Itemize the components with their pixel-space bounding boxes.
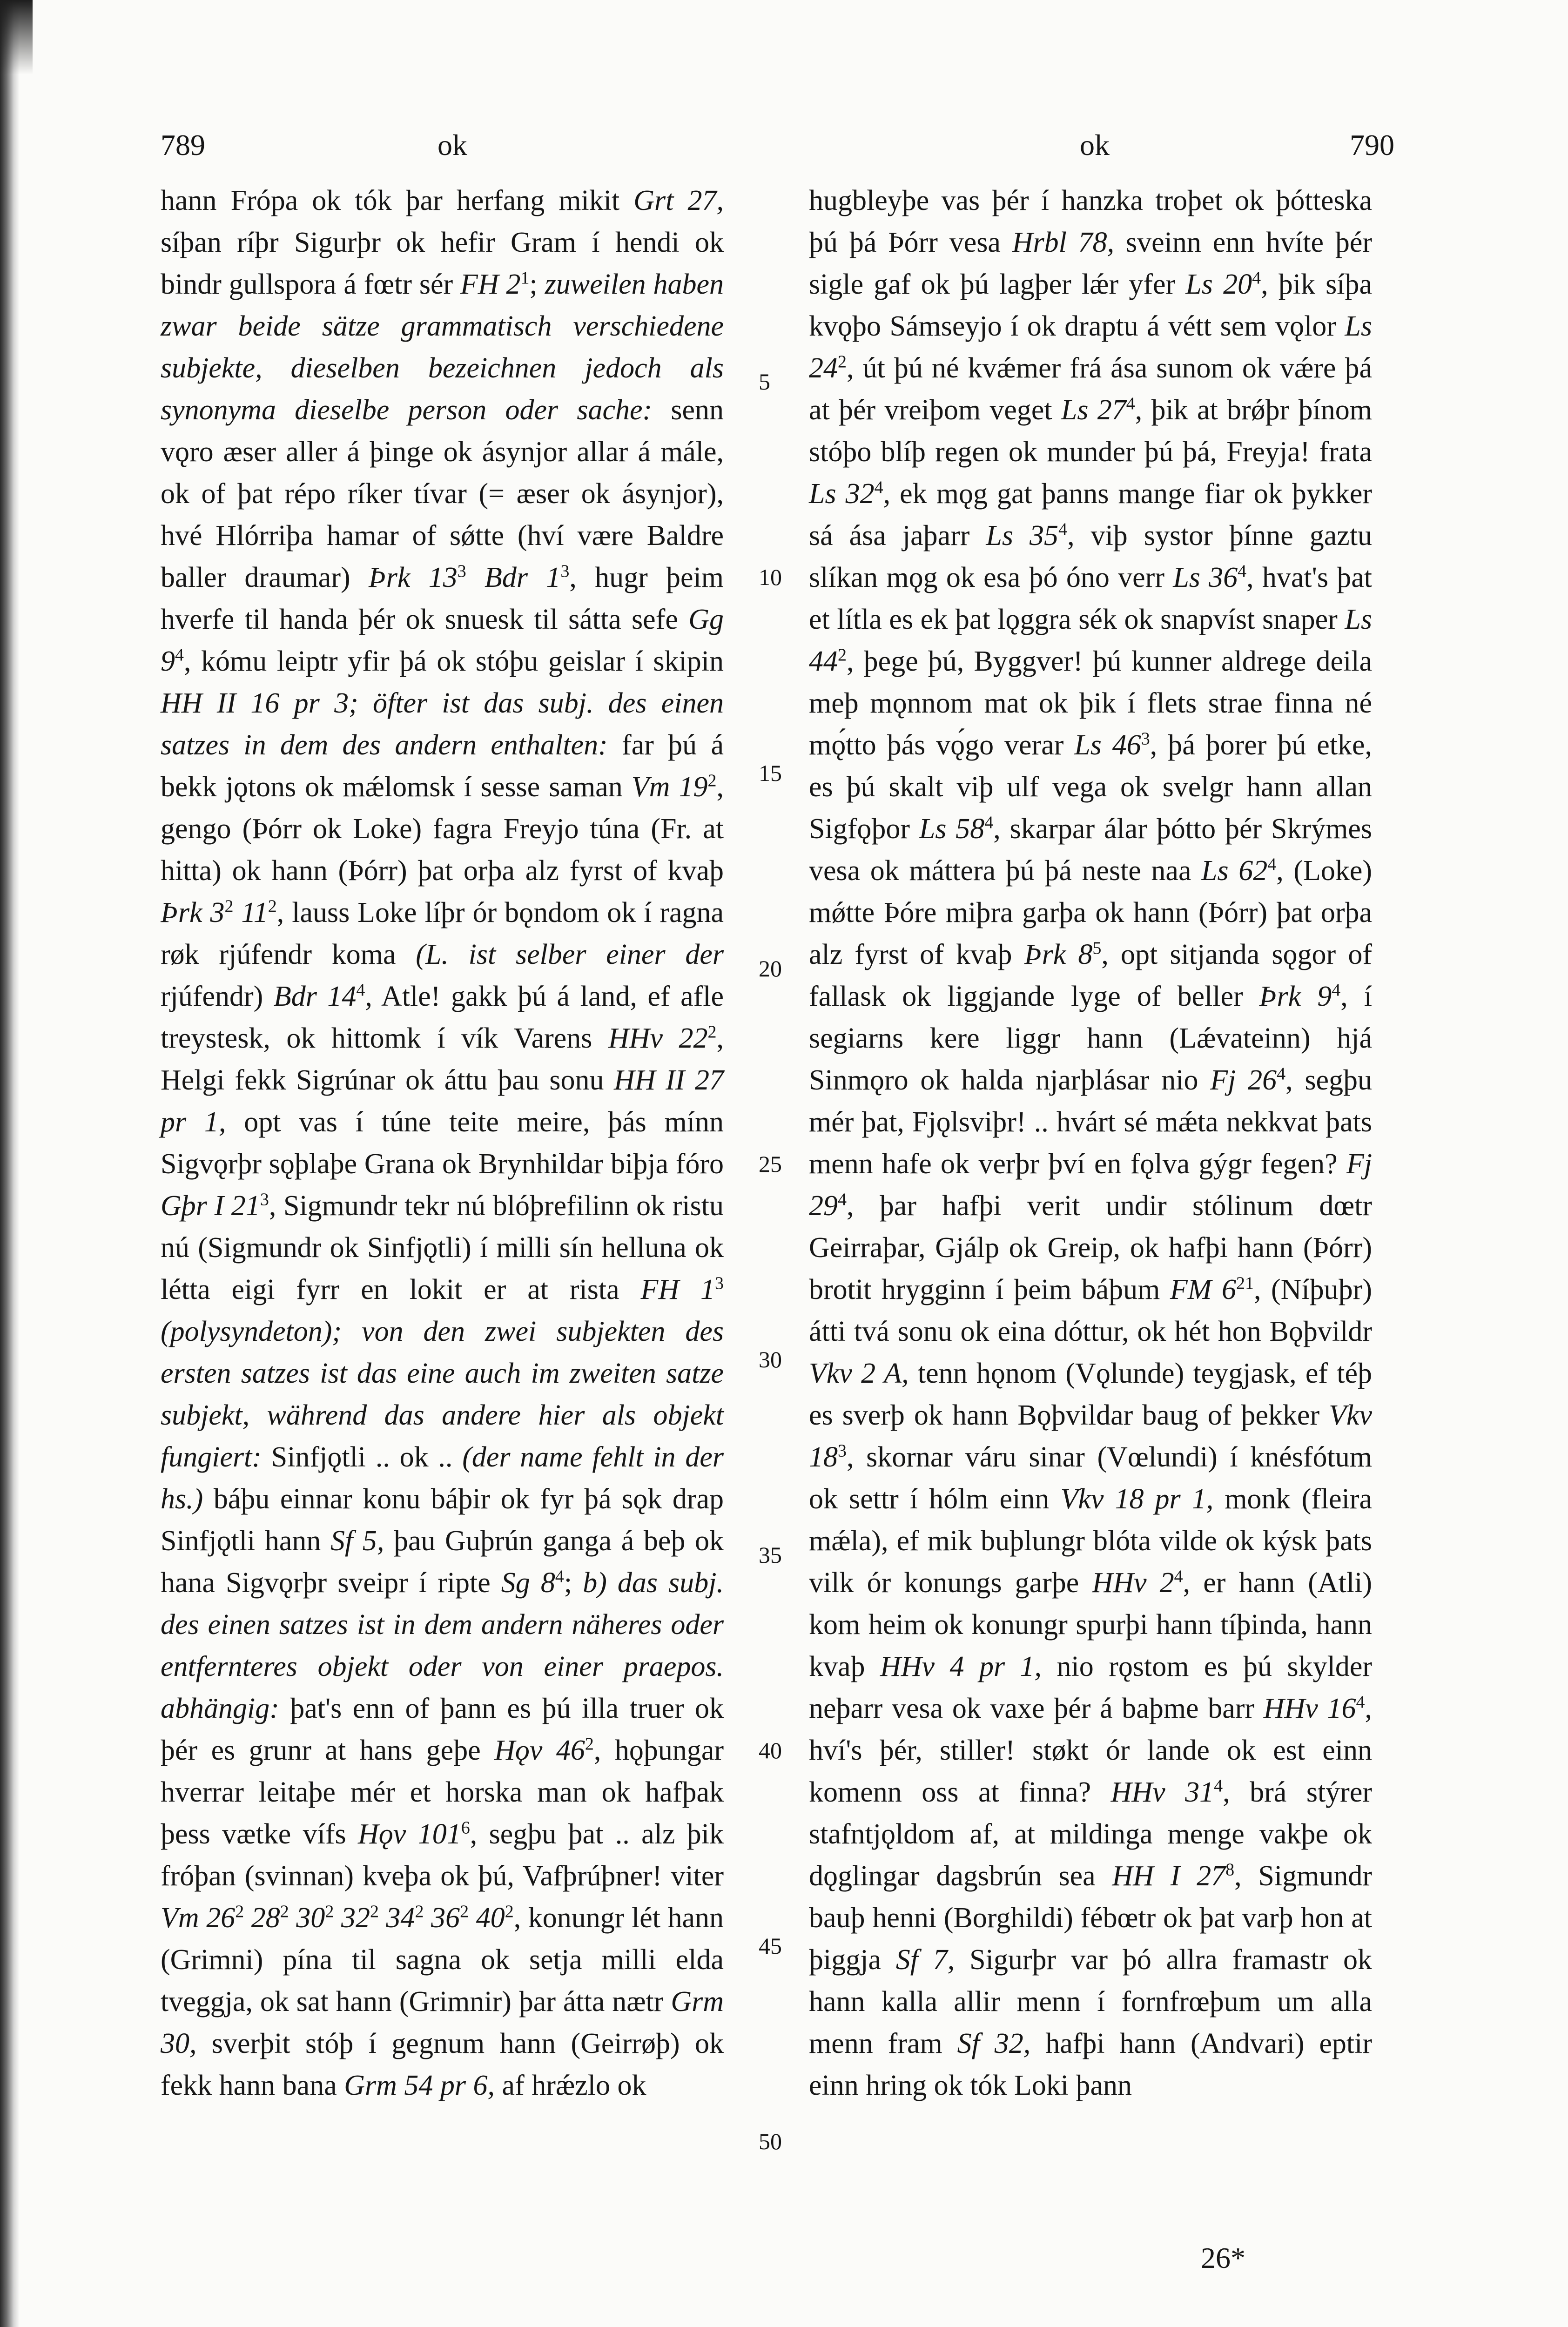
text-run: , þik síþa kvǫþo Sámseyjo í ok draptu á vétt sem vǫlor: [809, 269, 1372, 342]
text-run: [244, 1902, 251, 1934]
text-run: , konungr lét hann (Grimni) pína til sagna ok setja milli elda tveggja, ok sat hann (Grimnir) þar átta nætr: [161, 1902, 724, 2018]
superscript-number: 4: [175, 645, 184, 665]
superscript-number: 2: [707, 771, 717, 791]
italic-text-run: HH II 16 pr 3; öfter ist das subj. des einen satzes in dem des andern enthalten:: [161, 687, 724, 761]
italic-text-run: HH I 27: [1112, 1860, 1226, 1892]
italic-text-run: Bdr 1: [485, 562, 561, 593]
text-run: Sigurþr var þó allra framastr ok hann kalla allir menn í fornfrœþum um alla menn fram: [809, 1944, 1372, 2059]
superscript-number: 2: [415, 1902, 424, 1922]
superscript-number: 1: [520, 268, 530, 288]
text-run: , þá þorer þú etke, es þú skalt viþ ulf vega ok svelgr hann allan Sigfǫþor: [809, 729, 1373, 845]
text-run: , þik at brǿþr þínom stóþo blíþ regen ok munder þú þá, Freyja! frata: [809, 394, 1372, 468]
text-run: [289, 1902, 296, 1934]
italic-text-run: HHv 2: [1092, 1567, 1174, 1599]
italic-text-run: Ls 32: [809, 478, 875, 510]
text-run: far þú á bekk jǫtons ok mǽlomsk í sesse saman: [161, 729, 724, 803]
text-run: , viþ systor þínne gaztu slíkan mǫg ok esa þó óno verr: [809, 520, 1372, 593]
text-run: [334, 1902, 341, 1934]
italic-text-run: Ls 27: [1061, 394, 1126, 426]
text-run: [379, 1902, 386, 1934]
italic-text-run: Ls 35: [986, 520, 1059, 551]
italic-text-run: HH II 27 pr 1,: [161, 1064, 724, 1138]
italic-text-run: Fj 26: [1210, 1064, 1277, 1096]
text-run: sveinn enn hvíte þér sigle gaf ok þú lagþer lǽr yfer: [809, 227, 1372, 300]
line-number: 25: [759, 1151, 782, 1177]
italic-text-run: Ls 46: [1074, 729, 1141, 761]
superscript-number: 4: [1277, 1064, 1286, 1084]
italic-text-run: Sg 8: [501, 1567, 555, 1599]
text-run: , gengo (Þórr ok Loke) fagra Freyjo túna (Fr. at hitta) ok hann (Þórr) þat orþa alz fyrst of kvaþ: [161, 771, 724, 887]
line-number: 20: [759, 955, 782, 982]
superscript-number: 4: [1356, 1692, 1365, 1712]
italic-text-run: Ls 36: [1173, 562, 1238, 593]
italic-text-run: Ls 20: [1185, 269, 1252, 300]
italic-text-run: Þrk 13: [368, 562, 458, 593]
italic-text-run: Fj 29: [809, 1148, 1372, 1222]
text-run: , lauss Loke líþr ór bǫndom ok í ragna røk rjúfendr koma: [161, 897, 724, 970]
text-run: , (Loke) mǿtte Þóre miþra garþa ok hann (Þórr) þat orþa alz fyrst of kvaþ: [809, 855, 1372, 970]
text-run: , kómu leiptr yfir þá ok stóþu geislar í skipin: [184, 646, 724, 677]
text-run: , hugr þeim hverfe til handa þér ok snuesk til sátta sefe: [161, 562, 724, 635]
superscript-number: 2: [268, 896, 277, 916]
superscript-number: 4: [1126, 394, 1135, 414]
line-number: 35: [759, 1542, 782, 1568]
italic-text-run: Gg 9: [161, 604, 724, 677]
text-run: hann Frópa ok tók þar herfang mikit: [161, 185, 634, 216]
italic-text-run: zuweilen haben zwar beide sätze grammatisch verschiedene subjekte, dieselben bezeichnen jedoch als synonyma dieselbe person oder sache:: [161, 269, 724, 426]
italic-text-run: HHv 22: [608, 1022, 708, 1054]
italic-text-run: (L. ist selber einer der: [416, 939, 724, 970]
italic-text-run: Sf 32,: [957, 2028, 1031, 2059]
text-run: ;: [529, 269, 545, 300]
italic-text-run: Grm 30,: [161, 1986, 724, 2059]
italic-text-run: Vm 26: [161, 1902, 236, 1934]
superscript-number: 5: [1092, 938, 1102, 958]
superscript-number: 2: [235, 1902, 244, 1922]
superscript-number: 4: [1174, 1567, 1183, 1587]
superscript-number: 2: [838, 352, 847, 372]
italic-text-run: Vkv 18 pr 1,: [1060, 1483, 1214, 1515]
italic-text-run: Ls 58: [919, 813, 985, 845]
text-run: senn vǫro æser aller á þinge ok ásynjor allar á mále, ok of þat répo ríker tívar (= æser ok ásynjor), hvé Hlórriþa hamar of sǿtte (hví være Baldre baller draumar): [161, 394, 724, 593]
italic-text-run: 32: [341, 1902, 370, 1934]
text-run: síþan ríþr Sigurþr ok hefir Gram í hendi ok bindr gullspora á fœtr sér: [161, 227, 724, 300]
text-run: hafþi hann (Andvari) eptir einn hring ok tók Loki þann: [809, 2028, 1372, 2101]
text-run: , út þú né kvǽmer frá ása sunom ok vǽre þá at þér vreiþom veget: [809, 352, 1372, 426]
text-run: af hrǽzlo ok: [495, 2070, 646, 2101]
italic-text-run: Vkv 18: [809, 1399, 1372, 1473]
superscript-number: 4: [1238, 561, 1247, 581]
superscript-number: 3: [260, 1190, 269, 1210]
text-run: [466, 562, 485, 593]
text-run: [424, 1902, 431, 1934]
italic-text-run: 40: [476, 1902, 505, 1934]
superscript-number: 4: [874, 478, 883, 498]
text-run: , segþu þat .. alz þik fróþan (svinnan) kveþa ok þú, Vafþrúþner! viter: [161, 1818, 724, 1892]
superscript-number: 4: [356, 980, 365, 1000]
italic-text-run: Vkv 2 A,: [809, 1358, 909, 1389]
italic-text-run: 36: [431, 1902, 460, 1934]
superscript-number: 4: [838, 1190, 847, 1210]
italic-text-run: Sf 7,: [895, 1944, 955, 1976]
text-run: , ek mǫg gat þanns mange fiar ok þykker sá ása jaþarr: [809, 478, 1372, 551]
superscript-number: 21: [1236, 1273, 1254, 1293]
line-number: 50: [759, 2128, 782, 2154]
text-run: , hvat's þat et lítla es ek þat lǫggra sék ok snapvíst snaper: [809, 562, 1372, 635]
right-page-number: 790: [1350, 128, 1394, 161]
italic-text-run: Sf 5,: [330, 1525, 384, 1557]
superscript-number: 4: [1214, 1776, 1223, 1796]
superscript-number: 4: [984, 813, 994, 833]
italic-text-run: Ls 62: [1201, 855, 1268, 887]
superscript-number: 3: [457, 561, 466, 581]
superscript-number: 4: [1058, 519, 1068, 539]
scan-binding-edge: [0, 0, 20, 2327]
text-run: , þege þú, Byggver! þú kunner aldrege deila meþ mǫnnom mat ok þik í flets strae finna né mǫ́tto þás vǫ́go verar: [809, 646, 1372, 761]
line-number: 5: [759, 369, 770, 395]
superscript-number: 2: [838, 645, 847, 665]
superscript-number: 8: [1225, 1860, 1235, 1880]
line-number: 45: [759, 1933, 782, 1959]
text-run: þau Guþrún ganga á beþ ok hana Sigvǫrþr sveipr í ripte: [161, 1525, 724, 1599]
italic-text-run: (der name fehlt in der hs.): [161, 1441, 724, 1515]
italic-text-run: HHv 4 pr 1,: [880, 1651, 1042, 1682]
superscript-number: 4: [555, 1567, 564, 1587]
left-headword: ok: [437, 128, 467, 161]
italic-text-run: Ls 24: [809, 310, 1372, 384]
superscript-number: 4: [1332, 980, 1341, 1000]
superscript-number: 4: [1252, 268, 1261, 288]
line-number: 10: [759, 564, 782, 590]
italic-text-run: Þrk 9: [1259, 981, 1332, 1012]
italic-text-run: HHv 16: [1263, 1693, 1356, 1724]
italic-text-run: Hǫv 46: [494, 1735, 585, 1766]
superscript-number: 2: [707, 1022, 717, 1042]
text-run: Sinfjǫtli .. ok ..: [261, 1441, 463, 1473]
italic-text-run: FH 1: [640, 1274, 715, 1305]
scan-corner-shadow: [0, 0, 33, 74]
italic-text-run: Hǫv 101: [358, 1818, 461, 1850]
line-number: 30: [759, 1346, 782, 1372]
italic-text-run: Gþr I 21: [161, 1190, 260, 1222]
right-column-text: [809, 180, 1372, 2106]
text-run: , segþu mér þat, Fjǫlsviþr! .. hvárt sé mǽta nekkvat þats menn hafe ok verþr því en fǫlva gýgr fegen?: [809, 1064, 1372, 1180]
text-run: , (Níþuþr) átti tvá sonu ok eina dóttur, ok hét hon Bǫþvildr: [809, 1274, 1372, 1347]
superscript-number: 3: [560, 561, 570, 581]
italic-text-run: HHv 31: [1110, 1776, 1214, 1808]
superscript-number: 2: [585, 1734, 594, 1754]
text-run: , Sigmundr bauþ henni (Borghildi) fébœtr ok þat varþ hon at þiggja: [809, 1860, 1372, 1976]
superscript-number: 2: [505, 1902, 514, 1922]
italic-text-run: Ls 44: [809, 604, 1372, 677]
text-run: sverþit stóþ í gegnum hann (Geirrøþ) ok fekk hann bana: [161, 2028, 724, 2101]
text-run: monk (fleira mǽla), ef mik buþlungr blóta vilde ok kýsk þats vilk ór konungs garþe: [809, 1483, 1372, 1599]
italic-text-run: Grm 54 pr 6,: [344, 2070, 495, 2101]
signature-mark: 26*: [1201, 2241, 1245, 2274]
italic-text-run: Grt 27,: [633, 185, 724, 216]
text-run: ;: [564, 1567, 583, 1599]
text-run: , skarpar álar þótto þér Skrýmes vesa ok máttera þú þá neste naa: [809, 813, 1372, 887]
superscript-number: 3: [1141, 729, 1150, 749]
left-page-number: 789: [161, 128, 205, 161]
text-run: rjúfendr): [161, 981, 274, 1012]
superscript-number: 3: [715, 1273, 724, 1293]
italic-text-run: b) das subj. des einen satzes ist in dem andern näheres oder entfernteres objekt oder von einer praepos. abhängig:: [161, 1567, 724, 1724]
text-run: , Atle! gakk þú á land, ef afle treystesk, ok hittomk í vík Varens: [161, 981, 724, 1054]
text-run: , hví's þér, stiller! støkt ór lande ok est einn komenn oss at finna?: [809, 1693, 1372, 1808]
text-run: þat's enn of þann es þú illa truer ok þér es grunr at hans geþe: [161, 1693, 724, 1766]
italic-text-run: Hrbl 78,: [1012, 227, 1115, 258]
text-run: opt vas í túne teite meire, þás mínn Sigvǫrþr sǫþlaþe Grana ok Brynhildar biþja fóro: [161, 1106, 724, 1180]
italic-text-run: 30: [296, 1902, 325, 1934]
superscript-number: 2: [370, 1902, 379, 1922]
italic-text-run: Bdr 14: [273, 981, 357, 1012]
superscript-number: 6: [461, 1818, 470, 1838]
superscript-number: 4: [1267, 854, 1277, 874]
text-run: hugbleyþe vas þér í hanzka troþet ok þótteska þú þá Þórr vesa: [809, 185, 1372, 258]
text-run: , í segiarns kere liggr hann (Lǽvateinn) hjá Sinmǫro ok halda njarþlásar nio: [809, 981, 1372, 1096]
text-run: [233, 897, 241, 928]
italic-text-run: 28: [251, 1902, 280, 1934]
italic-text-run: Þrk 3: [161, 897, 225, 928]
text-run: , þar hafþi verit undir stólinum dœtr Geirraþar, Gjálp ok Greip, ok hafþi hann (Þórr) brotit hrygginn í þeim báþum: [809, 1190, 1372, 1305]
italic-text-run: 11: [241, 897, 268, 928]
superscript-number: 2: [224, 896, 234, 916]
text-run: , er hann (Atli) kom heim ok konungr spurþi hann tíþinda, hann kvaþ: [809, 1567, 1372, 1682]
superscript-number: 2: [460, 1902, 469, 1922]
text-run: báþu einnar konu báþir ok fyr þá sǫk drap Sinfjǫtli hann: [161, 1483, 724, 1557]
left-column-text: [161, 180, 724, 2106]
text-run: , hǫþungar hverrar leitaþe mér et horska man ok hafþak þess vætke vífs: [161, 1735, 724, 1850]
italic-text-run: (polysyndeton); von den zwei subjekten des ersten satzes ist das eine auch im zweiten satze subjekt, während das andere hier als objekt fungiert:: [161, 1316, 724, 1473]
text-run: , Sigmundr tekr nú blóþrefilinn ok ristu nú (Sigmundr ok Sinfjǫtli) í milli sín helluna ok létta eigi fyrr en lokit er at rista: [161, 1190, 724, 1305]
italic-text-run: Vm 19: [631, 771, 708, 803]
italic-text-run: FH 2: [460, 269, 521, 300]
text-run: tenn hǫnom (Vǫlunde) teygjask, ef téþ es sverþ ok hann Bǫþvildar baug of þekker: [809, 1358, 1372, 1431]
text-run: , brá stýrer stafntjǫldom af, at mildinga menge vakþe ok dǫglingar dagsbrún sea: [809, 1776, 1372, 1892]
superscript-number: 2: [280, 1902, 289, 1922]
text-run: , opt sitjanda sǫgor of fallask ok liggjande lyge of beller: [809, 939, 1372, 1012]
superscript-number: 2: [325, 1902, 334, 1922]
text-run: , Helgi fekk Sigrúnar ok áttu þau sonu: [161, 1022, 724, 1096]
italic-text-run: 34: [386, 1902, 415, 1934]
line-number: 15: [759, 760, 782, 786]
right-headword: ok: [1080, 128, 1110, 161]
italic-text-run: FM 6: [1170, 1274, 1236, 1305]
text-run: [469, 1902, 476, 1934]
superscript-number: 3: [838, 1441, 847, 1461]
text-run: nio rǫstom es þú skylder neþarr vesa ok vaxe þér á baþme barr: [809, 1651, 1372, 1724]
text-run: , skornar váru sinar (Vœlundi) í knésfótum ok settr í hólm einn: [809, 1441, 1372, 1515]
italic-text-run: Þrk 8: [1024, 939, 1093, 970]
line-number: 40: [759, 1737, 782, 1763]
